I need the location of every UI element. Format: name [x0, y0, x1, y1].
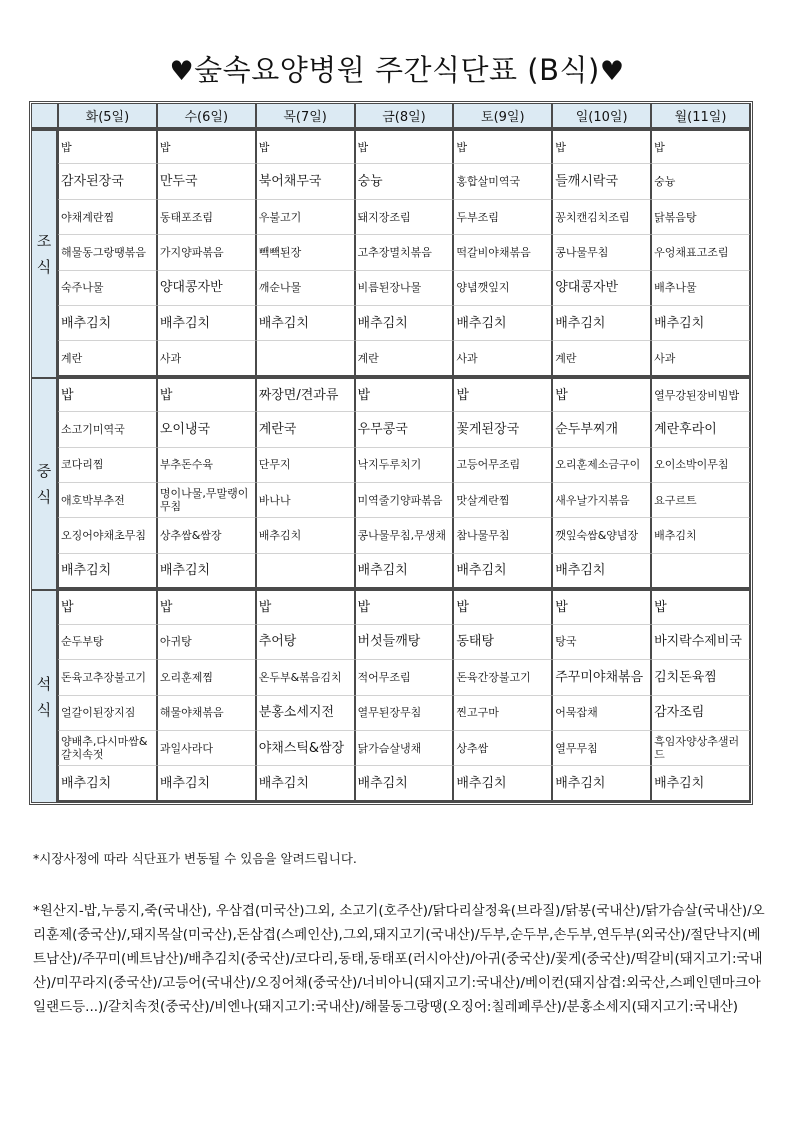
day-header: 수(6일)	[157, 104, 256, 129]
page-title	[0, 48, 794, 89]
menu-item: 배추김치	[651, 518, 750, 553]
menu-row	[32, 448, 750, 483]
menu-item: 밥	[157, 589, 256, 624]
menu-row	[32, 766, 750, 802]
menu-item: 사과	[453, 341, 552, 376]
menu-item: 김치돈육찜	[651, 660, 750, 695]
title-text: 숲속요양병원 주간식단표 (B식)	[194, 53, 600, 87]
menu-item: 동태포조림	[157, 200, 256, 235]
menu-item: 고추장멸치볶음	[355, 235, 454, 270]
menu-item: 밥	[552, 589, 651, 624]
menu-item: 상추쌈	[453, 731, 552, 766]
menu-item: 야채스틱&쌈장	[256, 731, 355, 766]
menu-item: 탕국	[552, 625, 651, 660]
menu-item	[256, 554, 355, 589]
notice-text: *시장사정에 따라 식단표가 변동될 수 있음을 알려드립니다.	[33, 851, 357, 866]
menu-item: 분홍소세지전	[256, 696, 355, 731]
menu-item: 코다리찜	[58, 448, 157, 483]
menu-item: 바나나	[256, 483, 355, 518]
menu-row	[32, 731, 750, 766]
meal-label-char: 식	[36, 700, 52, 719]
menu-item: 배추김치	[256, 306, 355, 341]
menu-item: 배추김치	[58, 554, 157, 589]
menu-item: 돈육간장불고기	[453, 660, 552, 695]
menu-item: 양대콩자반	[552, 271, 651, 306]
meal-label	[32, 129, 58, 377]
menu-item: 순두부찌개	[552, 412, 651, 447]
menu-item: 소고기미역국	[58, 412, 157, 447]
menu-item: 동태탕	[453, 625, 552, 660]
menu-item: 숭늉	[355, 164, 454, 199]
menu-item: 밥	[453, 589, 552, 624]
menu-item: 배추김치	[552, 306, 651, 341]
meal-label	[32, 377, 58, 589]
menu-item: 사과	[651, 341, 750, 376]
menu-row	[32, 518, 750, 553]
menu-item: 얼갈이된장지짐	[58, 696, 157, 731]
menu-item: 양배추,다시마쌈&갈치속젓	[58, 731, 157, 766]
menu-item: 밥	[552, 129, 651, 164]
menu-item: 밥	[552, 377, 651, 412]
menu-item	[651, 554, 750, 589]
heart-icon: ♥	[169, 56, 195, 87]
day-header: 토(9일)	[453, 104, 552, 129]
meal-label-char: 식	[36, 257, 52, 276]
menu-item: 참나물무침	[453, 518, 552, 553]
day-header: 금(8일)	[355, 104, 454, 129]
menu-row	[32, 200, 750, 235]
menu-item: 계란국	[256, 412, 355, 447]
menu-item: 가지양파볶음	[157, 235, 256, 270]
menu-item: 우엉채표고조림	[651, 235, 750, 270]
menu-item: 찐고구마	[453, 696, 552, 731]
menu-item: 버섯들깨탕	[355, 625, 454, 660]
menu-item: 들깨시락국	[552, 164, 651, 199]
menu-row	[32, 341, 750, 376]
menu-item: 주꾸미야채볶음	[552, 660, 651, 695]
menu-item: 배추김치	[355, 766, 454, 802]
menu-item: 양념깻잎지	[453, 271, 552, 306]
menu-item: 계란	[58, 341, 157, 376]
menu-item: 배추김치	[256, 518, 355, 553]
menu-item: 양대콩자반	[157, 271, 256, 306]
menu-item: 맛살계란찜	[453, 483, 552, 518]
menu-item: 상추쌈&쌈장	[157, 518, 256, 553]
menu-row	[32, 306, 750, 341]
menu-item: 어묵잡채	[552, 696, 651, 731]
meal-label-char: 식	[36, 488, 52, 507]
menu-item: 배추김치	[453, 306, 552, 341]
menu-body	[32, 129, 750, 802]
menu-row	[32, 483, 750, 518]
menu-item: 밥	[256, 589, 355, 624]
menu-item: 닭가슴살냉채	[355, 731, 454, 766]
menu-item: 오이냉국	[157, 412, 256, 447]
menu-row	[32, 696, 750, 731]
corner-cell	[32, 104, 58, 129]
menu-item: 오리훈제찜	[157, 660, 256, 695]
menu-row	[32, 625, 750, 660]
menu-item: 콩나물무침	[552, 235, 651, 270]
menu-row	[32, 412, 750, 447]
day-header-row	[32, 104, 750, 129]
menu-item: 배추김치	[58, 306, 157, 341]
menu-item: 배추김치	[552, 766, 651, 802]
menu-item: 계란	[355, 341, 454, 376]
menu-item: 밥	[355, 129, 454, 164]
menu-item: 열무강된장비빔밥	[651, 377, 750, 412]
heart-icon: ♥	[599, 56, 625, 87]
menu-item: 배추김치	[355, 306, 454, 341]
menu-item: 바지락수제비국	[651, 625, 750, 660]
menu-item: 적어무조림	[355, 660, 454, 695]
menu-item: 오이소박이무침	[651, 448, 750, 483]
menu-item: 꽁치캔김치조림	[552, 200, 651, 235]
menu-item: 배추김치	[355, 554, 454, 589]
menu-item: 온두부&볶음김치	[256, 660, 355, 695]
menu-item: 깻잎숙쌈&양념장	[552, 518, 651, 553]
menu-item: 낙지두루치기	[355, 448, 454, 483]
menu-item: 밥	[355, 377, 454, 412]
menu-item: 밥	[651, 129, 750, 164]
menu-item: 콩나물무침,무생채	[355, 518, 454, 553]
menu-row	[32, 377, 750, 412]
menu-item: 아귀탕	[157, 625, 256, 660]
menu-item: 밥	[157, 377, 256, 412]
menu-item: 미역줄기양파볶음	[355, 483, 454, 518]
menu-item: 꽃게된장국	[453, 412, 552, 447]
menu-item: 배추김치	[256, 766, 355, 802]
origin-text: *원산지-밥,누룽지,죽(국내산), 우삼겹(미국산)그외, 소고기(호주산)/닭다리살정육(브라질)/닭봉(국내산)/닭가슴살(국내산)/오리훈제(중국산)/,돼지목살(미국산),돈삼겹(스페인산),그외,돼지고기(국내산)/두부,순두부,손두부,연두부(외국산)/절단낙지(베트남산)/주꾸미(베트남산)/배추김치(중국산)/코다리,동태,동태포(러시아산)/아귀(중국산)/꽃게(중국산)/떡갈비(돼지고기:국내산)/미꾸라지(중국산)/고등어(국내산)/오징어채(중국산)/너비아니(돼지고기:국내산)/베이컨(돼지삼겹:외국산,스페인덴마크아일랜드등...)/갈치속젓(중국산)/비엔나(돼지고기:국내산)/해물동그랑땡(오징어:칠레페루산)/분홍소세지(돼지고기:국내산)	[33, 903, 765, 1015]
menu-item: 배추김치	[453, 766, 552, 802]
menu-item: 해물야채볶음	[157, 696, 256, 731]
menu-item: 계란	[552, 341, 651, 376]
menu-item: 돈육고추장불고기	[58, 660, 157, 695]
meal-label-char: 중	[36, 462, 52, 481]
menu-item: 우불고기	[256, 200, 355, 235]
meal-label-char: 조	[36, 231, 52, 250]
menu-item: 오리훈제소금구이	[552, 448, 651, 483]
menu-item: 배추김치	[157, 306, 256, 341]
menu-item: 배추나물	[651, 271, 750, 306]
menu-item: 우무콩국	[355, 412, 454, 447]
menu-item: 배추김치	[453, 554, 552, 589]
menu-item: 밥	[157, 129, 256, 164]
menu-row	[32, 164, 750, 199]
menu-item: 숙주나물	[58, 271, 157, 306]
menu-item: 열무된장무침	[355, 696, 454, 731]
day-header: 화(5일)	[58, 104, 157, 129]
menu-item: 열무무침	[552, 731, 651, 766]
menu-item: 깨순나물	[256, 271, 355, 306]
menu-item: 짜장면/견과류	[256, 377, 355, 412]
menu-item: 두부조림	[453, 200, 552, 235]
menu-item: 요구르트	[651, 483, 750, 518]
menu-item: 돼지장조림	[355, 200, 454, 235]
menu-row	[32, 235, 750, 270]
day-header: 일(10일)	[552, 104, 651, 129]
menu-item: 밥	[58, 589, 157, 624]
menu-row	[32, 271, 750, 306]
menu-item: 단무지	[256, 448, 355, 483]
day-header: 월(11일)	[651, 104, 750, 129]
menu-item: 밥	[355, 589, 454, 624]
menu-item: 밥	[651, 589, 750, 624]
menu-item: 만두국	[157, 164, 256, 199]
menu-item: 밥	[58, 129, 157, 164]
menu-item: 닭볶음탕	[651, 200, 750, 235]
menu-item: 숭늉	[651, 164, 750, 199]
menu-item: 배추김치	[552, 554, 651, 589]
menu-item	[256, 341, 355, 376]
menu-item: 감자조림	[651, 696, 750, 731]
menu-item: 부추돈수육	[157, 448, 256, 483]
menu-item: 애호박부추전	[58, 483, 157, 518]
day-header: 목(7일)	[256, 104, 355, 129]
menu-item: 흑임자양상추샐러드	[651, 731, 750, 766]
meal-label-char: 석	[36, 674, 52, 693]
menu-item: 홍합살미역국	[453, 164, 552, 199]
menu-item: 비름된장나물	[355, 271, 454, 306]
menu-item: 야채계란찜	[58, 200, 157, 235]
menu-item: 추어탕	[256, 625, 355, 660]
menu-item: 과일사라다	[157, 731, 256, 766]
menu-row	[32, 589, 750, 624]
menu-item: 해물동그랑땡볶음	[58, 235, 157, 270]
menu-item: 배추김치	[157, 766, 256, 802]
menu-item: 떡갈비야채볶음	[453, 235, 552, 270]
menu-item: 배추김치	[651, 306, 750, 341]
menu-table	[29, 101, 753, 805]
menu-item: 배추김치	[58, 766, 157, 802]
menu-item: 밥	[58, 377, 157, 412]
menu-item: 배추김치	[157, 554, 256, 589]
menu-row	[32, 660, 750, 695]
menu-row	[32, 554, 750, 589]
menu-item: 새우날가지볶음	[552, 483, 651, 518]
menu-row	[32, 129, 750, 164]
menu-item: 빽빽된장	[256, 235, 355, 270]
menu-item: 배추김치	[651, 766, 750, 802]
meal-label	[32, 589, 58, 802]
menu-item: 밥	[453, 377, 552, 412]
menu-item: 밥	[256, 129, 355, 164]
menu-item: 명이나물,무말랭이무침	[157, 483, 256, 518]
menu-item: 오징어야채초무침	[58, 518, 157, 553]
menu-item: 사과	[157, 341, 256, 376]
menu-item: 밥	[453, 129, 552, 164]
menu-item: 고등어무조림	[453, 448, 552, 483]
menu-item: 순두부탕	[58, 625, 157, 660]
menu-item: 계란후라이	[651, 412, 750, 447]
menu-item: 감자된장국	[58, 164, 157, 199]
menu-item: 북어채무국	[256, 164, 355, 199]
